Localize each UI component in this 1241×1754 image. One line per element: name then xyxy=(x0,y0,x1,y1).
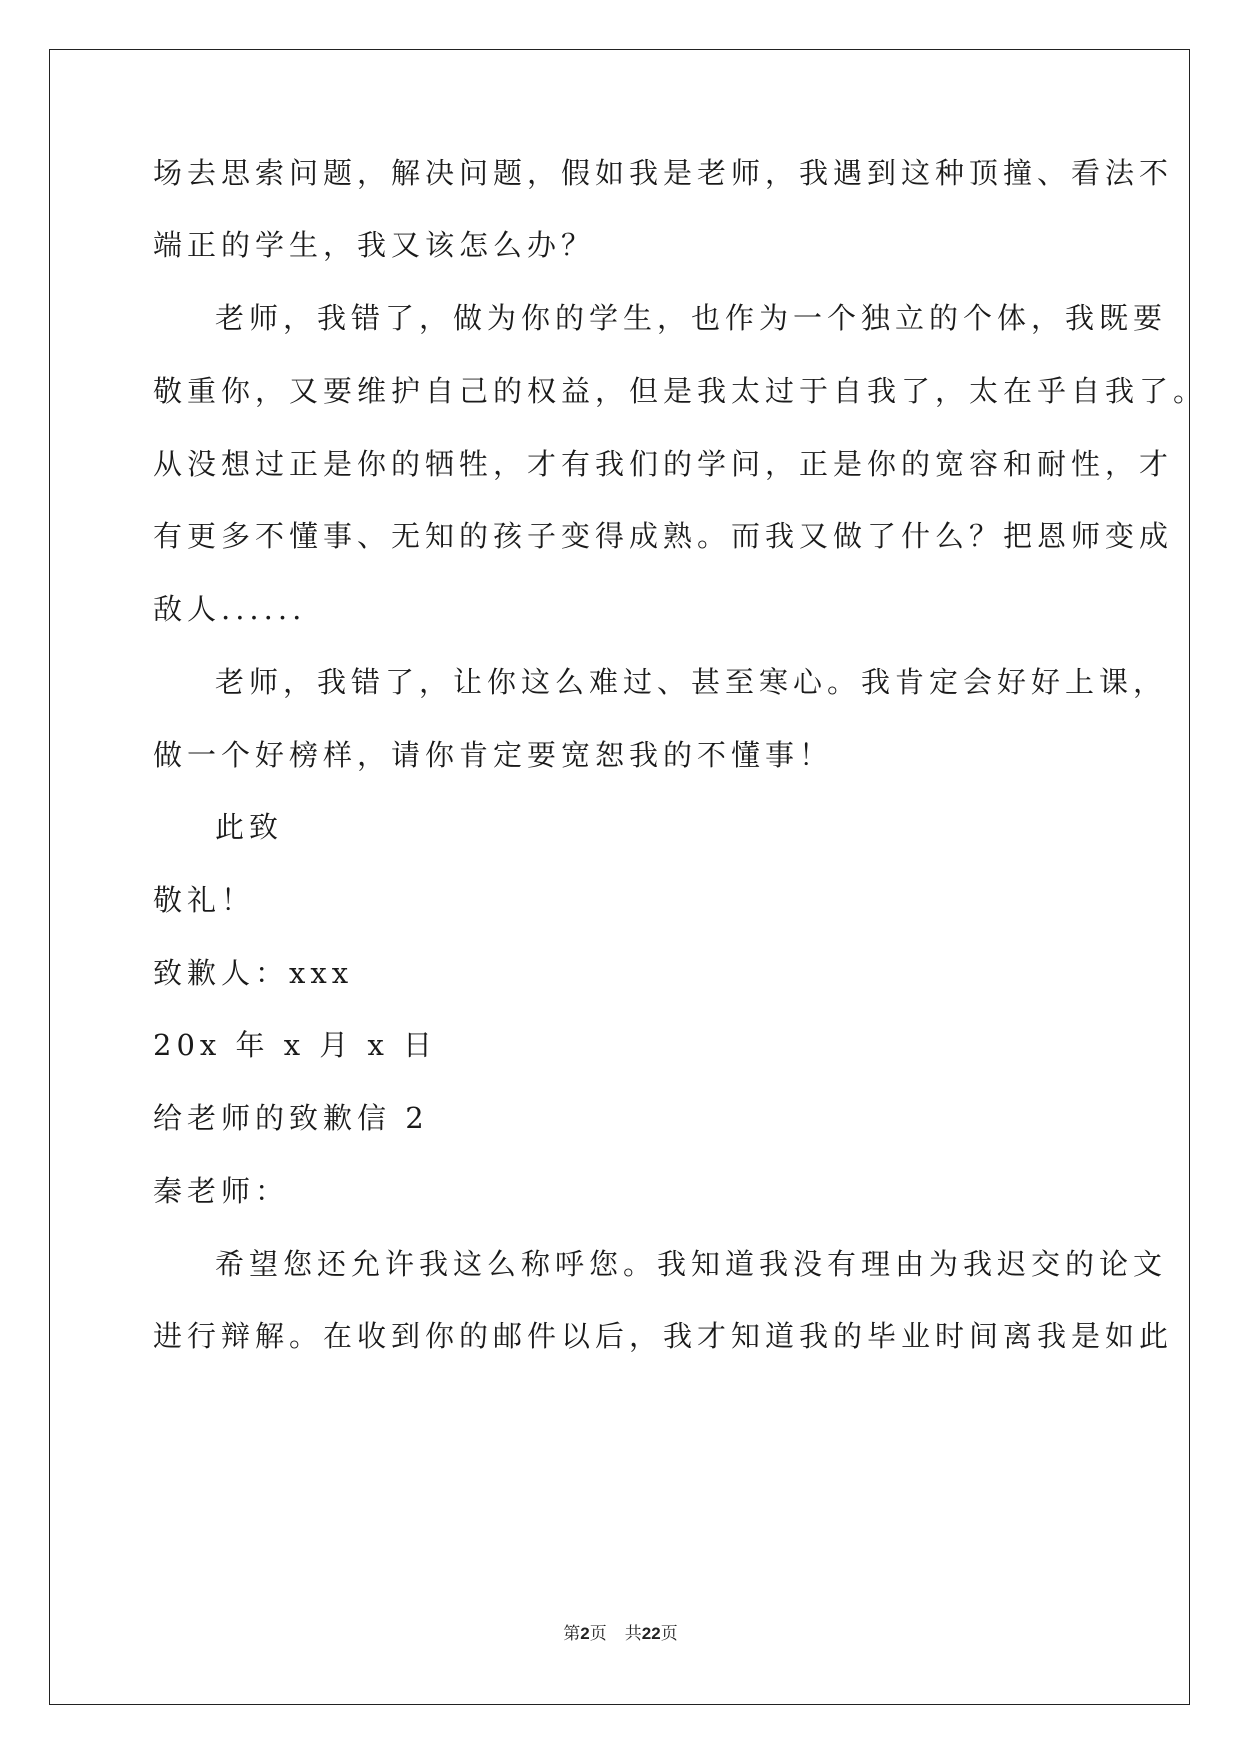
text-line: 做一个好榜样，请你肯定要宽恕我的不懂事！ xyxy=(153,738,834,772)
total-pages: 22 xyxy=(641,1624,661,1643)
text-line: 从没想过正是你的牺牲，才有我们的学问，正是你的宽容和耐性，才 xyxy=(153,447,1174,481)
paragraph-start-line: 老师，我错了，让你这么难过、甚至寒心。我肯定会好好上课， xyxy=(215,665,1168,699)
text-line: 敌人...... xyxy=(153,592,307,626)
closing-salutation: 此致 xyxy=(215,810,284,844)
text-line: 敬重你，又要维护自己的权益，但是我太过于自我了，太在乎自我了。 xyxy=(153,374,1208,408)
page-number: 2 xyxy=(580,1624,590,1643)
total-label-suffix: 页 xyxy=(660,1624,678,1644)
text-line: 场去思索问题，解决问题，假如我是老师，我遇到这种顶撞、看法不 xyxy=(153,156,1174,190)
text-line: 进行辩解。在收到你的邮件以后，我才知道我的毕业时间离我是如此 xyxy=(153,1319,1174,1353)
signature-line: 致歉人：xxx xyxy=(153,956,354,990)
page-label-prefix: 第 xyxy=(563,1624,581,1644)
section-title: 给老师的致歉信 2 xyxy=(153,1101,429,1135)
text-line: 端正的学生，我又该怎么办？ xyxy=(153,228,596,262)
page-footer xyxy=(0,1622,1241,1646)
page-label-suffix: 页 xyxy=(589,1624,607,1644)
paragraph-start-line: 老师，我错了，做为你的学生，也作为一个独立的个体，我既要 xyxy=(215,301,1168,335)
paragraph-start-line: 希望您还允许我这么称呼您。我知道我没有理由为我迟交的论文 xyxy=(215,1247,1168,1281)
date-line: 20x 年 x 月 x 日 xyxy=(153,1028,438,1062)
total-label-prefix: 共 xyxy=(624,1624,642,1644)
greeting-line: 秦老师： xyxy=(153,1174,290,1208)
closing-regards: 敬礼！ xyxy=(153,883,256,917)
text-line: 有更多不懂事、无知的孩子变得成熟。而我又做了什么？把恩师变成 xyxy=(153,519,1174,553)
